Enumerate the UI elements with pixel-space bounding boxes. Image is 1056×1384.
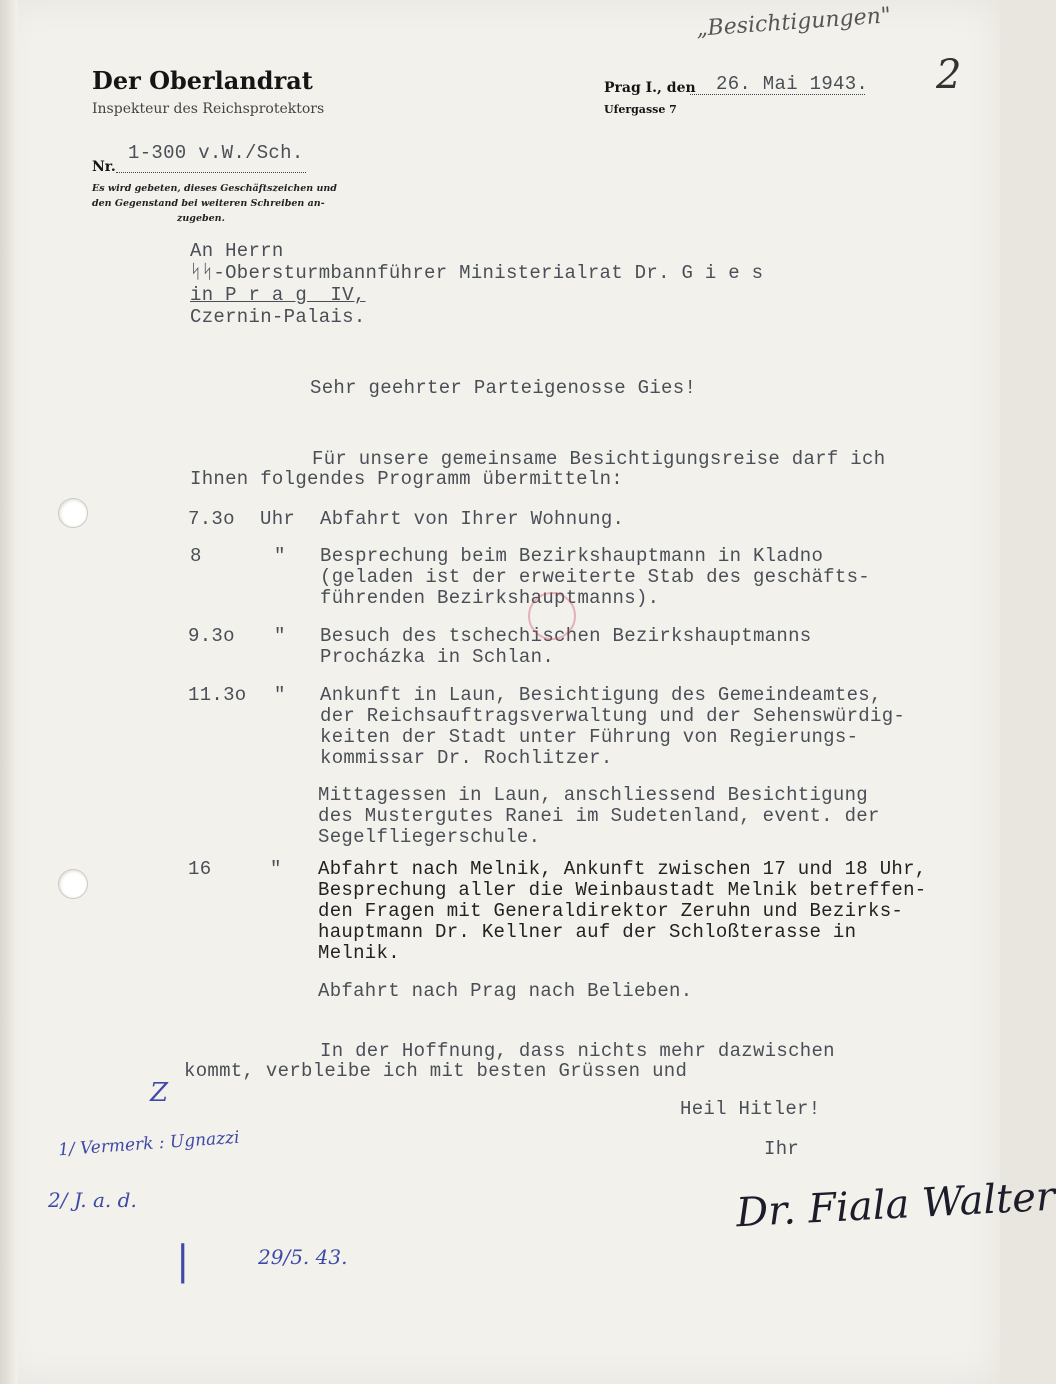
schedule-time: 16 [188,858,212,880]
schedule-line: Besprechung beim Bezirkshauptmann in Kladno [320,545,824,567]
schedule-time: 11.3o [188,684,247,706]
schedule-line: Abfahrt nach Melnik, Ankunft zwischen 17 und 18 Uhr, [318,858,927,880]
schedule-time: 8 [190,545,202,567]
recipient-line-4: Czernin-Palais. [190,306,366,328]
closing-line-1: In der Hoffnung, dass nichts mehr dazwischen [320,1040,835,1062]
schedule-line: Procházka in Schlan. [320,646,555,668]
salutation: Sehr geehrter Parteigenosse Gies! [310,377,697,399]
punch-hole-lower [58,869,88,899]
letter-date: 26. Mai 1943. [716,73,869,95]
recipient-line-1: An Herrn [190,240,284,262]
greeting: Heil Hitler! [680,1098,821,1120]
schedule-time: 9.3o [188,625,235,647]
nr-label: Nr. [92,159,116,175]
recipient-line-2: ᛋᛋ-Obersturmbannführer Ministerialrat Dr. G i e s [190,262,764,284]
schedule-line: (geladen ist der erweiterte Stab des geschäfts- [320,566,870,588]
handwritten-title: „Besichtigungen" [695,3,892,42]
closing-line-2: kommt, verbleibe ich mit besten Grüssen und [184,1060,688,1082]
schedule-line: Besuch des tschechischen Bezirkshauptmanns [320,625,812,647]
schedule-line: keiten der Stadt unter Führung von Regierungs- [320,726,859,748]
handwritten-page-number: 2 [936,52,962,98]
date-dotted-line [690,94,865,95]
nr-dotted-line [116,172,306,173]
reference-number: 1-300 v.W./Sch. [128,142,304,164]
notice-line-2: den Gegenstand bei weiteren Schreiben an- [92,198,325,209]
notice-line-1: Es wird gebeten, dieses Geschäftszeichen und [92,183,337,194]
schedule-unit: " [270,858,282,880]
schedule-line: Mittagessen in Laun, anschliessend Besichtigung [318,784,868,806]
margin-date: 29/5. 43. [258,1245,348,1269]
yours: Ihr [764,1138,800,1160]
schedule-line: kommissar Dr. Rochlitzer. [320,747,613,769]
intro-line-2: Ihnen folgendes Programm übermitteln: [190,468,623,490]
margin-mark: | [176,1238,190,1284]
city-label: Prag I., den [604,80,696,96]
schedule-unit: " [274,545,286,567]
schedule-line: des Mustergutes Ranei im Sudetenland, event. der [318,805,880,827]
schedule-unit: " [274,625,286,647]
schedule-line: Besprechung aller die Weinbaustadt Melnik betreffen- [318,879,927,901]
schedule-line: der Reichsauftragsverwaltung und der Sehenswürdig- [320,705,906,727]
schedule-unit: Uhr [260,508,296,530]
notice-line-3: zugeben. [177,213,225,224]
schedule-time: 7.3o [188,508,235,530]
margin-note-2: 2/ J. a. d. [48,1188,137,1212]
schedule-line: den Fragen mit Generaldirektor Zeruhn und Bezirks- [318,900,904,922]
schedule-line: Abfahrt von Ihrer Wohnung. [320,508,625,530]
schedule-line: Ankunft in Laun, Besichtigung des Gemeindeamtes, [320,684,882,706]
letterhead-authority: Der Oberlandrat [92,66,313,95]
schedule-line: hauptmann Dr. Kellner auf der Schloßterasse in [318,921,857,943]
schedule-line: Abfahrt nach Prag nach Belieben. [318,980,693,1002]
punch-hole-upper [58,498,88,528]
paper-edge [0,0,18,1384]
schedule-line: führenden Bezirkshauptmanns). [320,587,660,609]
intro-line-1: Für unsere gemeinsame Besichtigungsreise darf ich [312,448,886,470]
recipient-line-3: in P r a g IV, [190,284,366,306]
margin-note-1: 1/ Vermerk : Ugnazzi [57,1127,241,1161]
schedule-line: Segelfliegerschule. [318,826,541,848]
margin-initial: Z [150,1078,169,1108]
faint-stamp [528,592,576,640]
letterhead-subtitle: Inspekteur des Reichsprotektors [92,101,325,117]
schedule-line: Melnik. [318,942,400,964]
street-address: Ufergasse 7 [604,103,677,116]
schedule-unit: " [274,684,286,706]
signature: Dr. Fiala Walter [735,1173,1056,1237]
